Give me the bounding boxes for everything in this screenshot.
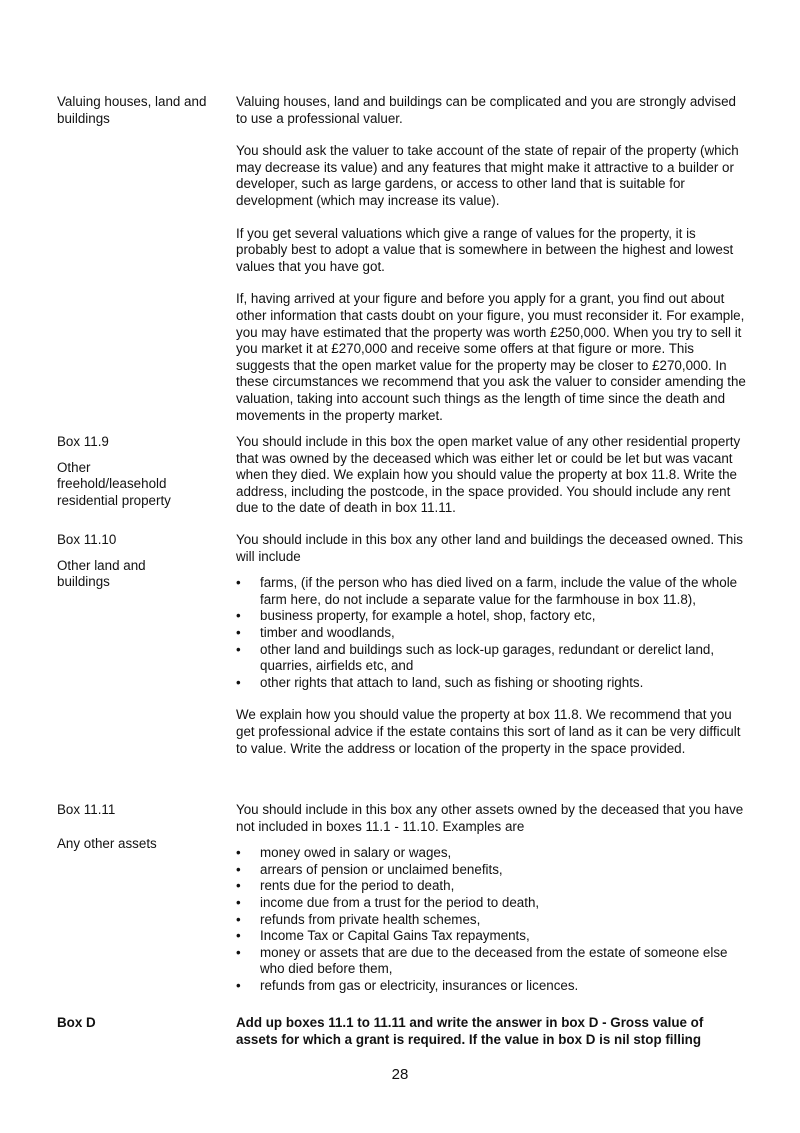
bullet-list xyxy=(236,845,746,994)
box-number: Box 11.9 xyxy=(57,434,109,449)
list-item: • other land and buildings such as lock-up garages, redundant or derelict land, quarries, airfields etc, and xyxy=(236,642,746,675)
instruction-paragraph: Add up boxes 11.1 to 11.11 and write the answer in box D - Gross value of assets for which a grant is required. If the value in box D is nil stop filling xyxy=(236,1015,704,1047)
bullet-list xyxy=(236,575,746,691)
paragraph: You should include in this box the open market value of any other residential property that was owned by the deceased which was either let or could be let but was vacant when they died. We explain how you should value the property at box 11.8. Write the address, including the postcode, in the space provided. You should include any rent due to the date of death in box 11.11. xyxy=(236,434,741,516)
list-item: • other rights that attach to land, such as fishing or shooting rights. xyxy=(236,675,746,692)
intro-paragraph: You should include in this box any other land and buildings the deceased owned. This will include xyxy=(236,532,743,564)
box-title: Other freehold/leasehold residential property xyxy=(57,459,171,508)
list-item: • rents due for the period to death, xyxy=(236,878,746,895)
section-label xyxy=(57,802,217,852)
section-body xyxy=(236,1015,746,1048)
list-item: • refunds from gas or electricity, insurances or licences. xyxy=(236,978,746,995)
section-body xyxy=(236,532,746,757)
paragraph: Valuing houses, land and buildings can be complicated and you are strongly advised to use a professional valuer. xyxy=(236,94,736,126)
section-label-line: Valuing houses, land and buildings xyxy=(57,94,207,126)
list-item: • income due from a trust for the period to death, xyxy=(236,895,746,912)
box-number: Box 11.11 xyxy=(57,802,116,817)
section-body xyxy=(236,94,746,424)
paragraph: If, having arrived at your figure and before you apply for a grant, you find out about other information that casts doubt on your figure, you must reconsider it. For example, you may have estimated that the property was worth £250,000. When you try to sell it you market it at £270,000 and receive some offers at that figure or more. This suggests that the open market value for the property may be closer to £270,000. In these circumstances we recommend that you ask the valuer to consider amending the valuation, taking into account such things as the length of time since the death and movements in the property market. xyxy=(236,291,746,423)
list-item: • money owed in salary or wages, xyxy=(236,845,746,862)
section-body xyxy=(236,434,746,517)
list-item: • refunds from private health schemes, xyxy=(236,912,746,929)
list-item: • arrears of pension or unclaimed benefits, xyxy=(236,862,746,879)
paragraph: If you get several valuations which give a range of values for the property, it is probably best to adopt a value that is somewhere in between the highest and lowest values that you have got. xyxy=(236,225,734,274)
list-item: • Income Tax or Capital Gains Tax repayments, xyxy=(236,928,746,945)
box-title: Any other assets xyxy=(57,835,157,851)
section-label xyxy=(57,94,217,127)
list-item: • timber and woodlands, xyxy=(236,625,746,642)
section-label xyxy=(57,1015,217,1032)
section-label xyxy=(57,434,217,509)
box-number: Box D xyxy=(57,1015,96,1030)
page-number: 28 xyxy=(391,1066,409,1083)
box-number: Box 11.10 xyxy=(57,532,117,547)
section-body xyxy=(236,802,746,995)
list-item: • business property, for example a hotel, shop, factory etc, xyxy=(236,608,746,625)
list-item: • money or assets that are due to the deceased from the estate of someone else who died before them, xyxy=(236,945,746,978)
box-title: Other land and buildings xyxy=(57,557,146,590)
section-label xyxy=(57,532,217,591)
intro-paragraph: You should include in this box any other assets owned by the deceased that you have not included in boxes 11.1 - 11.10. Examples are xyxy=(236,802,744,834)
paragraph: You should ask the valuer to take account of the state of repair of the property (which may decrease its value) and any features that might make it attractive to a builder or developer, such as large gardens, or access to other land that is suitable for development (which may increase its value). xyxy=(236,143,739,208)
list-item: • farms, (if the person who has died lived on a farm, include the value of the whole farm here, do not include a separate value for the farmhouse in box 11.8), xyxy=(236,575,746,608)
outro-paragraph: We explain how you should value the property at box 11.8. We recommend that you get professional advice if the estate contains this sort of land as it can be very difficult to value. Write the address or location of the property in the space provided. xyxy=(236,707,741,756)
